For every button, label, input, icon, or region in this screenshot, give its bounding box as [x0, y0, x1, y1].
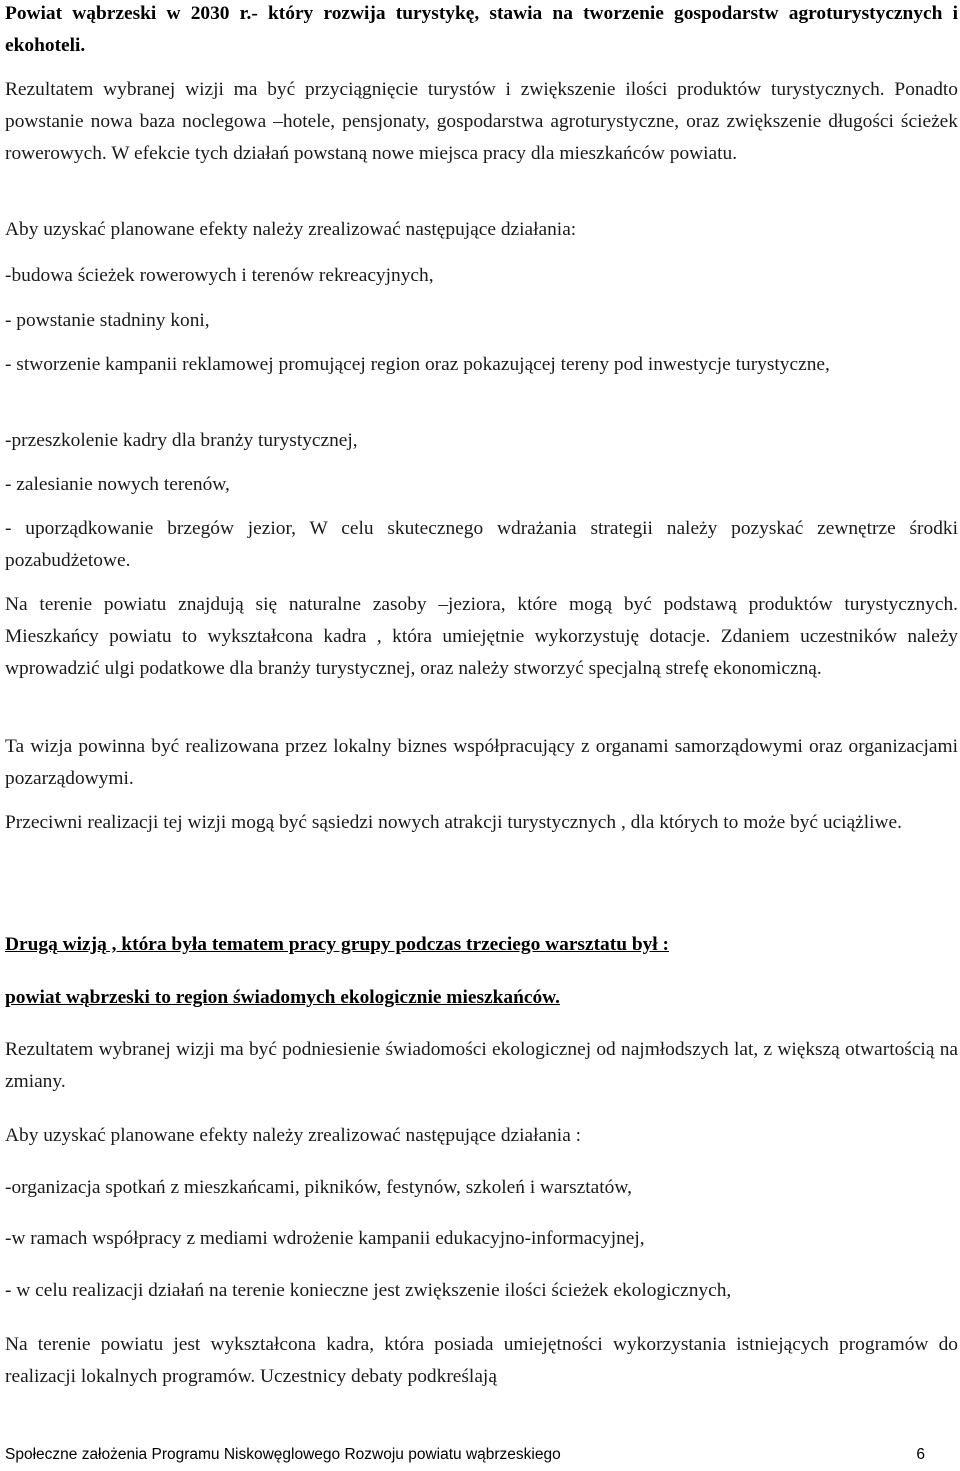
- vision1-action-item: -budowa ścieżek rowerowych i terenów rekreacyjnych,: [5, 265, 434, 286]
- vision2-action-item: -w ramach współpracy z mediami wdrożenie kampanii edukacyjno-informacyjnej,: [5, 1228, 645, 1249]
- vision2-actions-intro: Aby uzyskać planowane efekty należy zrealizować następujące działania :: [5, 1125, 582, 1146]
- vision2-action-item: - w celu realizacji działań na terenie konieczne jest zwiększenie ilości ścieżek ekologicznych,: [5, 1280, 732, 1301]
- vision1-actions-intro: Aby uzyskać planowane efekty należy zrealizować następujące działania:: [5, 219, 577, 240]
- vision1-result: Rezultatem wybranej wizji ma być przyciągnięcie turystów i zwiększenie ilości produktów turystycznych. Ponadto powstanie nowa baza noclegowa –hotele, pensjonaty, gospodarstwa agroturystyczne, oraz zwiększenie długości ścieżek rowerowych. W efekcie tych działań powstaną nowe miejsca pracy dla mieszkańców powiatu.: [5, 79, 958, 164]
- vision1-action-item: - powstanie stadniny koni,: [5, 310, 210, 331]
- vision1-implementers: Ta wizja powinna być realizowana przez lokalny biznes współpracujący z organami samorządowymi oraz organizacjami pozarządowymi.: [5, 736, 958, 789]
- vision2-action-item: -organizacja spotkań z mieszkańcami, pikników, festynów, szkoleń i warsztatów,: [5, 1177, 632, 1198]
- vision2-resources: Na terenie powiatu jest wykształcona kadra, która posiada umiejętności wykorzystania istniejących programów do realizacji lokalnych programów. Uczestnicy debaty podkreślają: [5, 1334, 958, 1387]
- page-footer: [5, 1445, 925, 1465]
- vision2-result: Rezultatem wybranej wizji ma być podniesienie świadomości ekologicznej od najmłodszych lat, z większą otwartością na zmiany.: [5, 1039, 958, 1092]
- vision1-opponents: Przeciwni realizacji tej wizji mogą być sąsiedzi nowych atrakcji turystycznych , dla których to może być uciążliwe.: [5, 812, 903, 833]
- vision1-intro: Powiat wąbrzeski w 2030 r.- który rozwija turystykę, stawia na tworzenie gospodarstw agroturystycznych i ekohoteli.: [5, 3, 958, 56]
- vision1-action-item: - uporządkowanie brzegów jezior, W celu skutecznego wdrażania strategii należy pozyskać zewnętrze środki pozabudżetowe.: [5, 518, 958, 571]
- vision2-heading: Drugą wizją , która była tematem pracy grupy podczas trzeciego warsztatu był :: [5, 934, 669, 955]
- footer-title: Społeczne założenia Programu Niskowęglowego Rozwoju powiatu wąbrzeskiego: [5, 1446, 561, 1463]
- vision1-resources: Na terenie powiatu znajdują się naturalne zasoby –jeziora, które mogą być podstawą produktów turystycznych. Mieszkańcy powiatu to wykształcona kadra , która umiejętnie wykorzystuję dotacje. Zdaniem uczestników należy wprowadzić ulgi podatkowe dla branży turystycznej, oraz należy stworzyć specjalną strefę ekonomiczną.: [5, 594, 958, 679]
- page-number: 6: [916, 1446, 925, 1463]
- vision1-action-item: -przeszkolenie kadry dla branży turystycznej,: [5, 430, 358, 451]
- vision1-action-item: - zalesianie nowych terenów,: [5, 474, 230, 495]
- vision2-title: powiat wąbrzeski to region świadomych ekologicznie mieszkańców.: [5, 987, 560, 1008]
- vision1-action-item: - stworzenie kampanii reklamowej promującej region oraz pokazującej tereny pod inwestycje turystyczne,: [5, 354, 830, 375]
